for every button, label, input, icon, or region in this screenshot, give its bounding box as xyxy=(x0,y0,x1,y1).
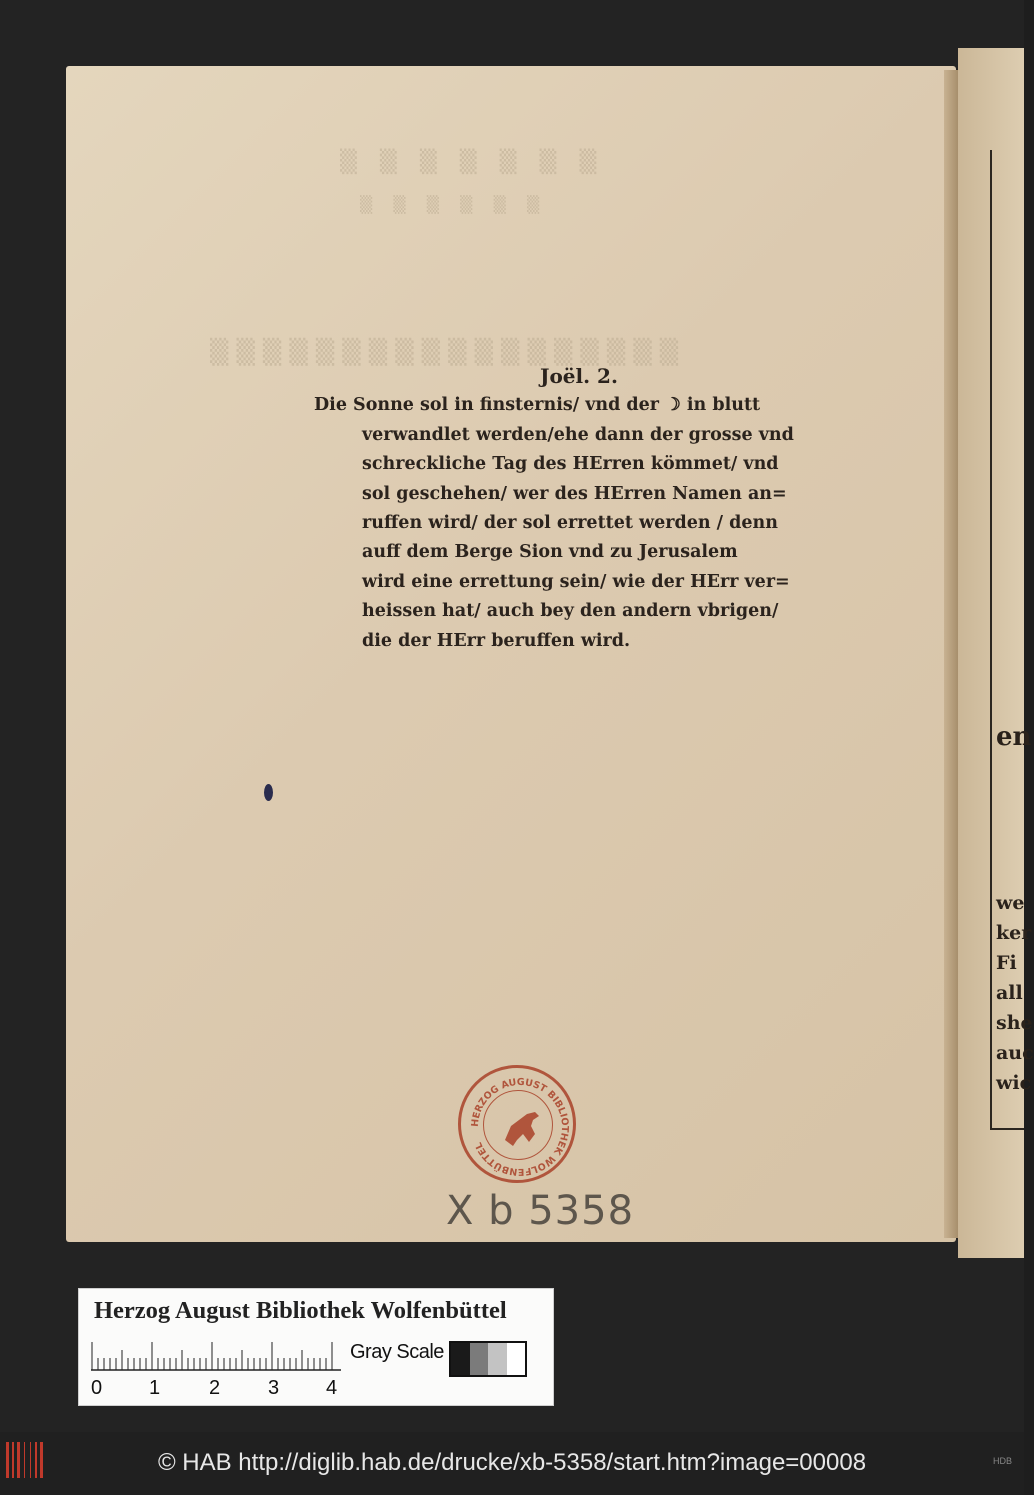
shelfmark: X b 5358 xyxy=(446,1188,635,1234)
ruler-number: 1 xyxy=(149,1377,161,1399)
page-gutter-shadow xyxy=(944,70,958,1238)
color-scale-card xyxy=(78,1288,554,1406)
ruler-number: 0 xyxy=(91,1377,103,1399)
adjacent-leaf-fragment: auc xyxy=(996,1042,1034,1064)
adjacent-leaf-fragment: Fi xyxy=(996,952,1017,974)
scripture-passage xyxy=(314,362,834,656)
adjacent-leaf-fragment: we xyxy=(996,892,1025,914)
show-through-text: ▒ ▒ ▒ ▒ ▒ ▒ ▒ xyxy=(340,150,605,175)
source-url[interactable]: © HAB http://diglib.hab.de/drucke/xb-5358/start.htm?image=00008 xyxy=(157,1449,867,1476)
gray-swatch xyxy=(451,1343,470,1375)
adjacent-leaf-fragment: all xyxy=(996,982,1023,1004)
gray-scale-label: Gray Scale xyxy=(350,1341,444,1363)
passage-line: heissen hat/ auch bey den andern vbrigen/ xyxy=(362,601,779,622)
library-stamp xyxy=(458,1065,576,1183)
passage-line: die der HErr beruffen wird. xyxy=(362,630,631,651)
passage-line: Die Sonne sol in finsternis/ vnd der ☽ in blutt xyxy=(314,395,761,416)
adjacent-leaf-fragment: she xyxy=(996,1012,1033,1034)
adjacent-leaf-fragment: wic xyxy=(996,1072,1032,1094)
ruler-number: 4 xyxy=(326,1377,338,1399)
passage-line: sol geschehen/ wer des HErren Namen an= xyxy=(362,483,787,504)
gray-scale-swatches xyxy=(449,1341,527,1377)
adjacent-leaf-fragment: en xyxy=(996,722,1032,752)
ruler-number: 2 xyxy=(209,1377,221,1399)
gray-swatch xyxy=(470,1343,489,1375)
adjacent-leaf-rule-bottom xyxy=(990,1128,1024,1130)
show-through-text: ▒ ▒ ▒ ▒ ▒ ▒ xyxy=(360,195,548,214)
ruler xyxy=(91,1341,351,1371)
ink-spot xyxy=(264,784,273,801)
adjacent-leaf-fragment: ker xyxy=(996,922,1032,944)
gray-swatch xyxy=(507,1343,526,1375)
card-title: Herzog August Bibliothek Wolfenbüttel xyxy=(94,1297,507,1324)
passage-line: schreckliche Tag des HErren kömmet/ vnd xyxy=(362,454,779,475)
gray-swatch xyxy=(488,1343,507,1375)
passage-line: auff dem Berge Sion vnd zu Jerusalem xyxy=(362,542,738,563)
passage-line: verwandlet werden/ehe dann der grosse vnd xyxy=(362,424,794,445)
show-through-text: ▒▒▒▒▒▒▒▒▒▒▒▒▒▒▒▒▒▒ xyxy=(210,338,687,366)
footer-mini-label: HDB xyxy=(992,1456,1012,1466)
stamp-inner-ring xyxy=(483,1090,553,1160)
passage-heading: Joël. 2. xyxy=(540,364,618,388)
passage-line: wird eine errettung sein/ wie der HErr ver= xyxy=(362,571,790,592)
stamp-text: HERZOG AUGUST BIBLIOTHEK WOLFENBÜTTEL xyxy=(469,1076,571,1178)
passage-line: ruffen wird/ der sol errettet werden / denn xyxy=(362,513,778,534)
ruler-number: 3 xyxy=(268,1377,280,1399)
adjacent-leaf-rule xyxy=(990,150,992,1130)
